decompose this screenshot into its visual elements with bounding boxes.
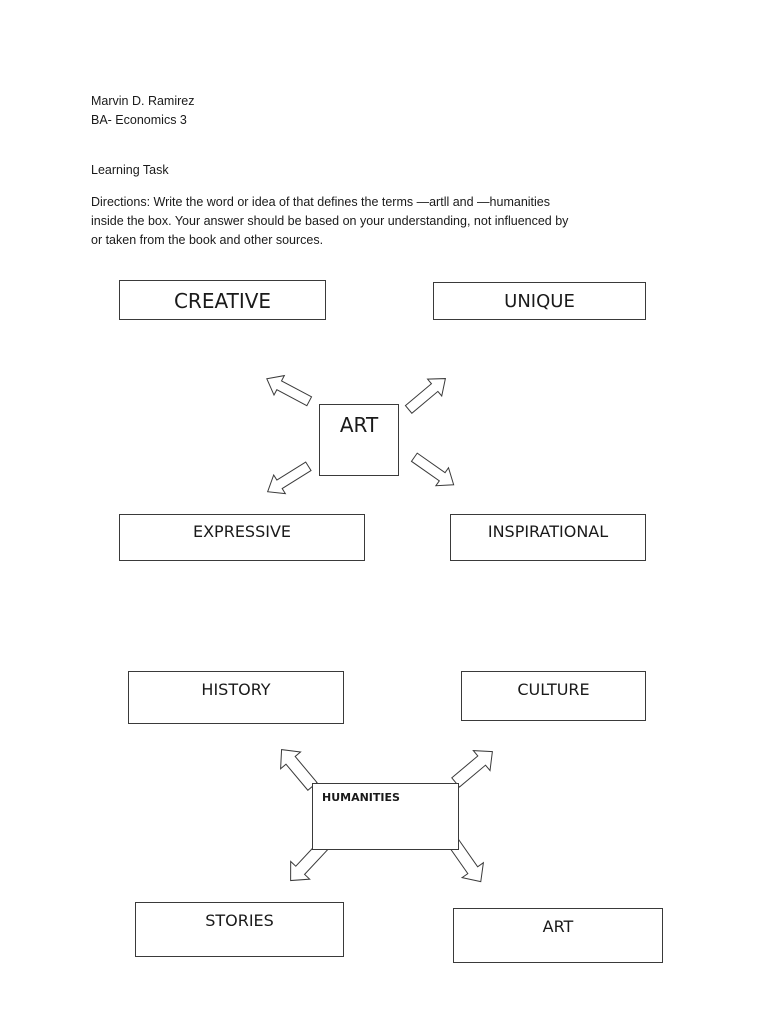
box-history xyxy=(128,671,344,724)
box-expressive xyxy=(119,514,365,561)
box-creative-label: CREATIVE xyxy=(173,289,272,313)
box-culture-label: CULTURE xyxy=(517,680,590,699)
box-art-humanities xyxy=(453,908,663,963)
box-stories xyxy=(135,902,344,957)
arrow-up-right-art xyxy=(402,370,453,418)
task-title: Learning Task xyxy=(91,163,169,177)
box-inspirational xyxy=(450,514,646,561)
box-expressive-label: EXPRESSIVE xyxy=(192,522,292,541)
box-stories-label: STORIES xyxy=(205,911,274,930)
arrow-down-left-art xyxy=(262,457,314,501)
box-art-center xyxy=(319,404,399,476)
box-culture xyxy=(461,671,646,721)
box-art-humanities-label: ART xyxy=(542,917,574,936)
course-label: BA- Economics 3 xyxy=(91,113,187,127)
directions-line-3: or taken from the book and other sources. xyxy=(91,233,324,247)
box-humanities-center-label: HUMANITIES xyxy=(322,791,400,804)
box-unique-label: UNIQUE xyxy=(504,291,575,312)
box-art-center-label: ART xyxy=(339,413,379,437)
box-humanities-center xyxy=(312,783,459,850)
arrow-down-right-art xyxy=(408,448,460,494)
box-creative xyxy=(119,280,326,320)
box-unique xyxy=(433,282,646,320)
directions-line-2: inside the box. Your answer should be based on your understanding, not influenced by xyxy=(91,214,569,228)
directions-line-1: Directions: Write the word or idea of that defines the terms —artll and —humanities xyxy=(91,195,551,209)
box-inspirational-label: INSPIRATIONAL xyxy=(487,522,609,541)
student-name: Marvin D. Ramirez xyxy=(91,94,195,108)
arrow-up-left-art xyxy=(262,369,315,411)
box-history-label: HISTORY xyxy=(201,680,271,699)
